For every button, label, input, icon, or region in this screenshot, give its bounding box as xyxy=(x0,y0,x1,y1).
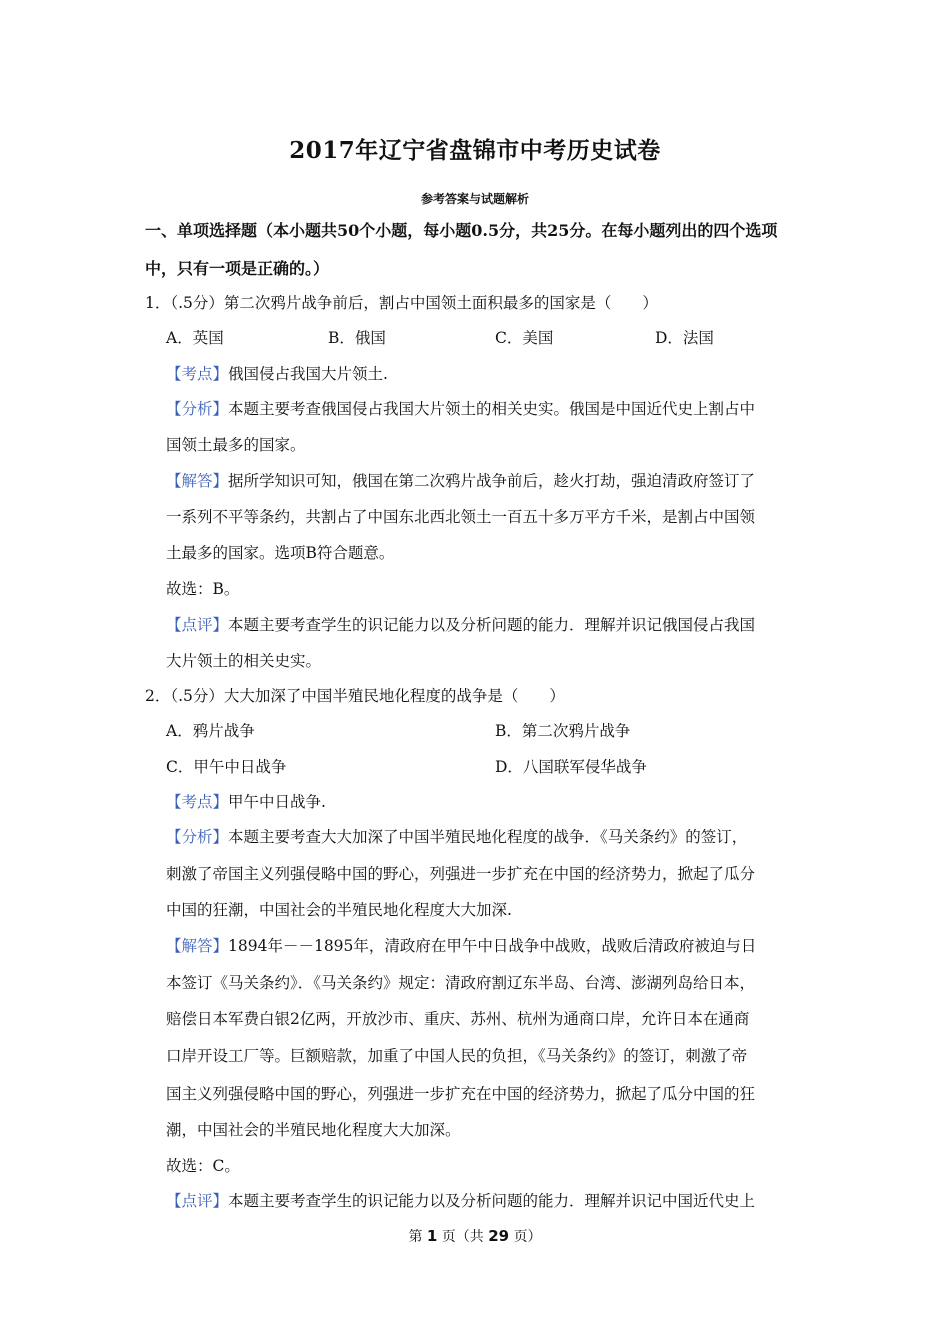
q2-option-d: D．八国联军侵华战争 xyxy=(495,758,647,776)
q1-jieda-text-1: 据所学知识可知，俄国在第二次鸦片战争前后，趁火打劫，强迫清政府签订了 xyxy=(228,472,756,490)
q2-jieda-text-3: 赔偿日本军费白银2亿两，开放沙市、重庆、苏州、杭州为通商口岸，允许日本在通商 xyxy=(166,1010,750,1028)
q1-option-d: D．法国 xyxy=(655,329,714,347)
fenxi-tag: 【分析】 xyxy=(166,828,229,846)
q2-jieda-text-4: 口岸开设工厂等。巨额赔款，加重了中国人民的负担，《马关条约》的签订，刺激了帝 xyxy=(166,1047,748,1065)
q1-jieda-text-2: 一系列不平等条约，共割占了中国东北西北领土一百五十多万平方千米，是割占中国领 xyxy=(166,508,756,526)
footer-prefix: 第 xyxy=(408,1229,423,1245)
q2-option-c: C．甲午中日战争 xyxy=(166,758,287,776)
q1-option-a: A．英国 xyxy=(166,329,224,347)
q2-dianping xyxy=(166,1190,755,1212)
dianping-tag: 【点评】 xyxy=(166,1192,229,1210)
kaodian-tag: 【考点】 xyxy=(166,365,229,383)
q2-option-a: A．鸦片战争 xyxy=(166,722,255,740)
q2-jieda-text-2: 本签订《马关条约》．《马关条约》规定：清政府割辽东半岛、台湾、澎湖列岛给日本， xyxy=(166,974,756,992)
q2-option-b: B．第二次鸦片战争 xyxy=(495,722,631,740)
q1-kaodian xyxy=(166,363,388,385)
question-2-stem: 2．（.5分）大大加深了中国半殖民地化程度的战争是（ ） xyxy=(145,687,565,705)
q2-jieda-text-6: 潮，中国社会的半殖民地化程度大大加深。 xyxy=(166,1121,461,1139)
q2-jieda-text-1: 1894年－－1895年，清政府在甲午中日战争中战败，战败后清政府被迫与日 xyxy=(228,937,757,955)
q2-answer: 故选：C。 xyxy=(166,1157,240,1175)
question-1-stem: 1．（.5分）第二次鸦片战争前后，割占中国领土面积最多的国家是（ ） xyxy=(145,294,658,312)
q2-fenxi-text-3: 中国的狂潮，中国社会的半殖民地化程度大大加深. xyxy=(166,901,512,919)
q1-dianping-text-1: 本题主要考查学生的识记能力以及分析问题的能力．理解并识记俄国侵占我国 xyxy=(228,616,756,634)
q2-kaodian-text: 甲午中日战争. xyxy=(228,793,326,811)
q2-kaodian xyxy=(166,791,326,813)
q1-dianping xyxy=(166,614,755,636)
q1-jieda xyxy=(166,470,755,492)
document-subtitle: 参考答案与试题解析 xyxy=(420,192,529,206)
q2-jieda xyxy=(166,935,756,957)
q1-jieda-text-3: 土最多的国家。选项B符合题意。 xyxy=(166,544,395,562)
section-heading-line-2: 中，只有一项是正确的。） xyxy=(145,259,330,278)
q1-option-c: C．美国 xyxy=(495,329,554,347)
q1-fenxi-text-1: 本题主要考查俄国侵占我国大片领土的相关史实。俄国是中国近代史上割占中 xyxy=(228,400,756,418)
q2-fenxi xyxy=(166,826,747,848)
q1-answer: 故选：B。 xyxy=(166,580,240,598)
q1-fenxi-text-2: 国领土最多的国家。 xyxy=(166,436,306,454)
q1-fenxi xyxy=(166,398,755,420)
kaodian-tag: 【考点】 xyxy=(166,793,229,811)
q2-fenxi-text-1: 本题主要考查大大加深了中国半殖民地化程度的战争．《马关条约》的签订， xyxy=(228,828,748,846)
q1-kaodian-text: 俄国侵占我国大片领土. xyxy=(228,365,388,383)
q2-dianping-text-1: 本题主要考查学生的识记能力以及分析问题的能力．理解并识记中国近代史上 xyxy=(228,1192,756,1210)
footer-suffix: 页） xyxy=(513,1229,542,1245)
footer-total-pages: 29 xyxy=(488,1227,510,1245)
dianping-tag: 【点评】 xyxy=(166,616,229,634)
document-title: 2017年辽宁省盘锦市中考历史试卷 xyxy=(289,137,661,164)
q2-fenxi-text-2: 刺激了帝国主义列强侵略中国的野心，列强进一步扩充在中国的经济势力，掀起了瓜分 xyxy=(166,865,756,883)
q1-option-b: B．俄国 xyxy=(328,329,386,347)
page-footer xyxy=(0,1226,950,1246)
jieda-tag: 【解答】 xyxy=(166,472,229,490)
q2-jieda-text-5: 国主义列强侵略中国的野心，列强进一步扩充在中国的经济势力，掀起了瓜分中国的狂 xyxy=(166,1085,756,1103)
fenxi-tag: 【分析】 xyxy=(166,400,229,418)
jieda-tag: 【解答】 xyxy=(166,937,229,955)
footer-page-number: 1 xyxy=(426,1227,438,1245)
footer-mid: 页（共 xyxy=(441,1229,484,1245)
section-heading-line-1: 一、单项选择题（本小题共50个小题，每小题0.5分，共25分。在每小题列出的四个选项 xyxy=(145,221,778,240)
q1-dianping-text-2: 大片领土的相关史实。 xyxy=(166,652,322,670)
